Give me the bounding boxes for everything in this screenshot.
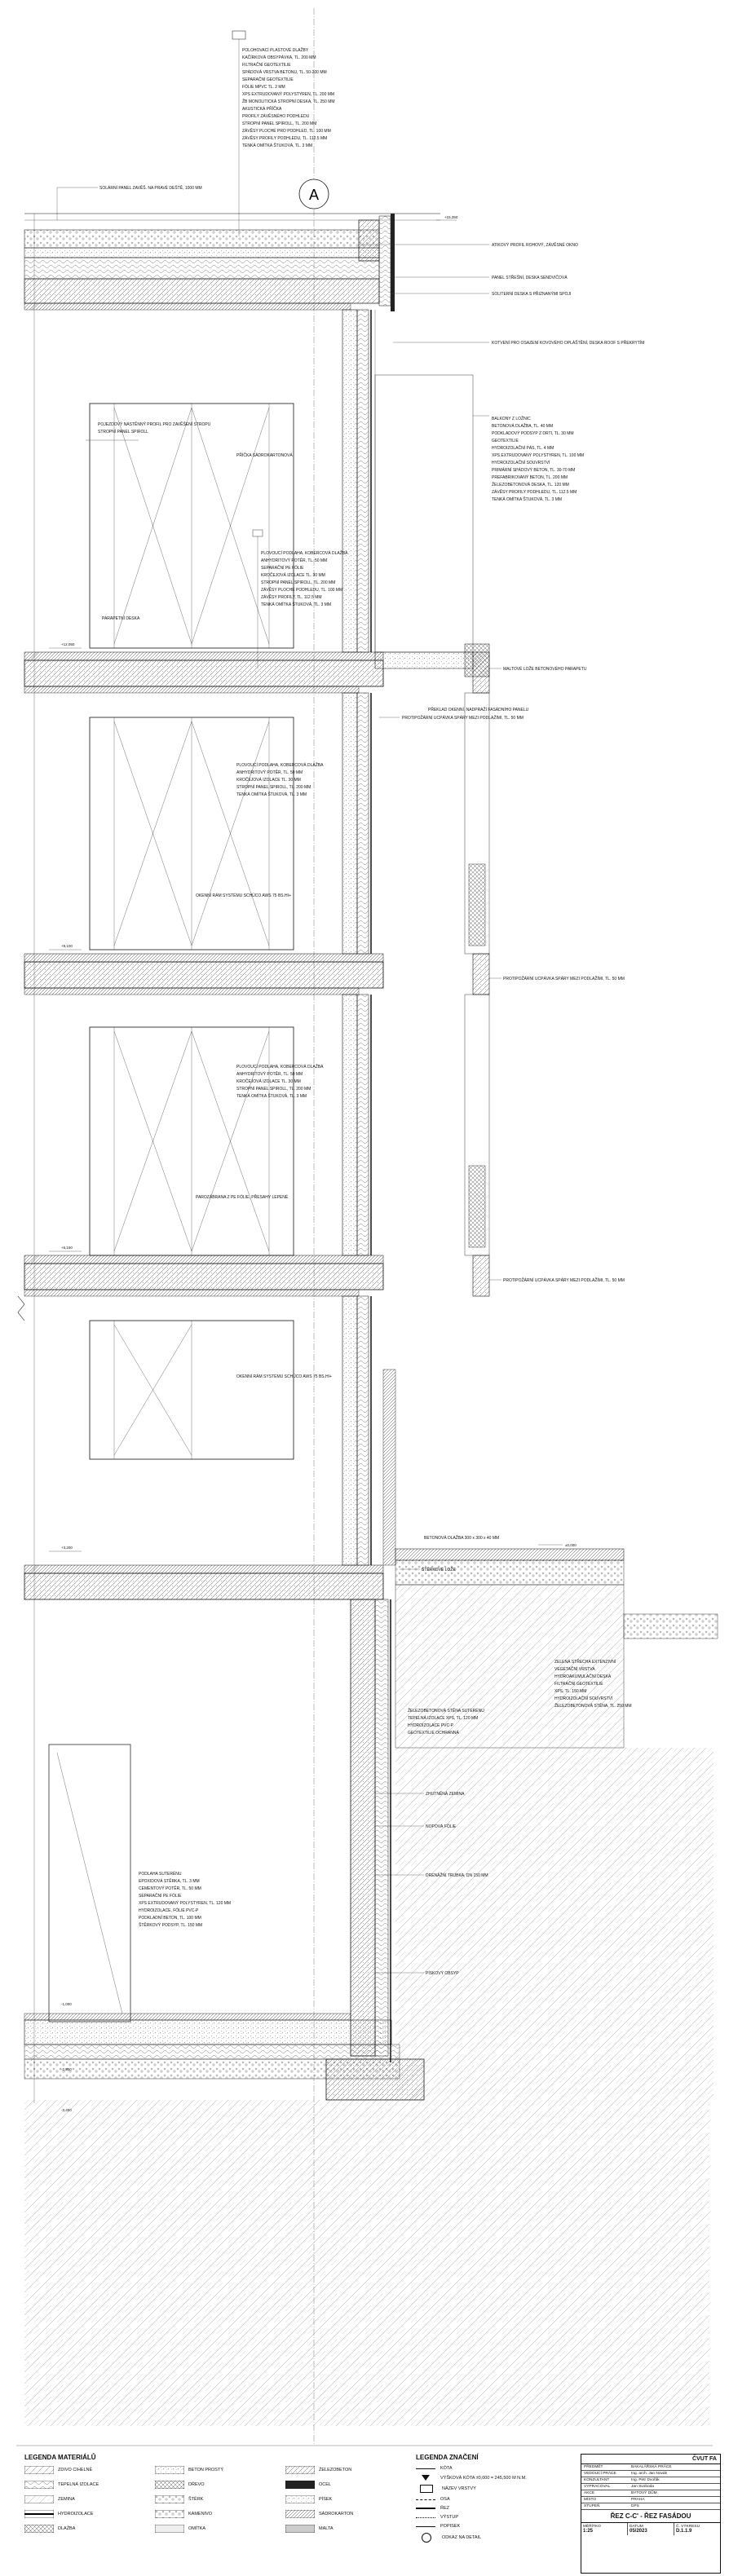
swatch-sand-icon [285,2495,315,2503]
right-comp-8: PREFABRIKOVANÝ BETON, TL. 200 MM [492,475,568,480]
legend-item [155,2525,277,2533]
facade-panel-text: SOLÁRNÍ PANEL ZAVĚŠ. NA PRAVÉ DEŠTĚ, 1000 MM [99,186,202,191]
symbol-label: ŘEZ [440,2506,449,2511]
legend-item [155,2466,277,2474]
right-comp-7: PRIMÁRNÍ SPÁDOVÝ BETON, TL. 30-70 MM [492,468,576,473]
tb-row [581,2471,720,2477]
layer-tag-icon [420,2485,433,2493]
top-comp-10: STROPNÍ PANEL SPIROLL, TL. 200 MM [242,121,317,126]
top-comp-9: PROFILY ZÁVĚSNÉHO PODHLEDU [242,114,310,119]
top-comp-3: SPÁDOVÁ VRSTVA BETONU, TL. 50-200 MM [242,70,327,75]
swatch-brick-icon [24,2466,54,2474]
right-comp-3: GEOTEXTILIE [492,439,519,443]
floor2-comp-0: PLOVOUCÍ PODLAHA, KOBERCOVÁ DLAŽBA [236,1065,324,1070]
base-comp-7: ŠTĚRKOVÝ PODSYP, TL. 150 MM [139,1923,203,1928]
legend-item [24,2495,147,2503]
right-comp-11: TENKÁ OMÍTKA ŠTUKOVÁ, TL. 3 MM [492,497,563,502]
ground-note-1: ŠTĚRKOVÉ LOŽE [422,1568,456,1573]
right-comp-1: BETONOVÁ DLAŽBA, TL. 40 MM [492,424,554,429]
swatch-rc-icon [285,2466,315,2474]
symbol-item [416,2466,571,2471]
slab-3 [24,1246,625,1296]
legend-label: OCEL [319,2482,331,2487]
right-ground-0: ZELENÁ STŘECHA EXTENZIVNÍ [554,1660,616,1665]
legend-item [155,2510,277,2518]
floor-comp-6: ZÁVĚSY PROFILY, TL. 112.5 MM [261,595,322,600]
tb-val: DPS [631,2504,639,2508]
right-ground-4: XPS, TL. 150 MM [554,1689,587,1694]
annot-5: OKENNÍ RÁM SYSTÉMU SCHÜCO AWS 75 BS.HI+ [196,893,291,898]
floor-1 [49,1296,395,1565]
legend-item [24,2525,147,2533]
tb-row [581,2477,720,2484]
tb-sheet-label: Č. VÝKRESU [676,2525,700,2529]
top-comp-7: ŽB MONOLITICKÁ STROPNÍ DESKA, TL. 250 MM [242,99,335,104]
top-comp-13: TENKÁ OMÍTKA ŠTUKOVÁ, TL. 3 MM [242,143,313,148]
tb-date-value: 05/2023 [630,2529,647,2534]
legend-item [285,2525,408,2533]
floor-comp-7: TENKÁ OMÍTKA ŠTUKOVÁ, TL. 3 MM [261,602,332,607]
symbol-item [416,2485,571,2493]
base-comp-5: HYDROIZOLACE, FÓLIE PVC-P [139,1908,199,1913]
top-comp-8: AKUSTICKÁ PŘÍČKA [242,107,282,112]
axis-a [299,8,329,2446]
roof-attic [24,214,458,311]
facade-panel-note [57,184,202,220]
ground-note-0: BETONOVÁ DLAŽBA 300 x 300 x 40 MM [424,1536,500,1541]
dimension-icon [416,2468,435,2469]
swatch-insulation-icon [24,2481,54,2489]
tb-key: KONZULTANT [584,2478,610,2482]
swatch-waterproof-icon [24,2510,54,2518]
tb-val: Ing. Petr Dvořák [631,2478,660,2482]
legend-label: DLAŽBA [58,2526,76,2531]
floor3-comp-7: TENKÁ OMÍTKA ŠTUKOVÁ, TL. 3 MM [236,792,307,797]
axis-line-icon [416,2499,435,2500]
wall-note-2: HYDROIZOLACE PVC-P [408,1723,454,1728]
symbol-label: OSA [440,2497,450,2502]
top-comp-6: XPS EXTRUDOVANÝ POLYSTYREN, TL. 200 MM [242,92,335,97]
base-comp-3: SEPARAČNÍ PE FÓLIE [139,1894,182,1899]
symbol-label: KÓTA [440,2466,453,2471]
top-comp-4: SEPARAČNÍ GEOTEXTILIE [242,77,294,82]
left-note-3: PŘÍČKA SÁDROKARTONOVÁ [236,453,293,458]
level-6: -2,800 [61,2067,72,2071]
top-comp-0: POLOHOVACÍ PLASTOVÉ DLAŽBY [242,48,309,53]
annot-7: OKENNÍ RÁM SYSTÉMU SCHÜCO AWS 75 BS.HI+ [236,1374,332,1379]
legend-label: BETON PROSTÝ [188,2468,223,2472]
tb-key: VEDOUCÍ PRÁCE [584,2472,616,2476]
tb-row [581,2484,720,2490]
wall-note-1: TEPELNÁ IZOLACE XPS, TL. 120 MM [408,1716,479,1721]
swatch-concrete-icon [155,2466,184,2474]
symbol-label: POPISEK [440,2524,461,2529]
annot-0: ATIKOVÝ PROFIL ROHOVÝ, ZÁVĚSNÉ OKNO [492,243,578,248]
annot-3: KOTVENÍ PRO OSAZENÍ KOVOVÉHO OPLÁŠTĚNÍ, DESKA ROOF S PŘEKRYTÍM [492,341,645,346]
right-ground-3: FILTRAČNÍ GEOTEXTILIE [554,1682,603,1687]
right-ground-2: HYDROAKUMULAČNÍ DESKA [554,1674,612,1679]
legend-item [285,2495,408,2503]
tb-key: AKCE [584,2491,595,2495]
base-comp-2: CEMENTOVÝ POTĚR, TL. 50 MM [139,1886,201,1891]
tb-sheet-cell [674,2523,720,2535]
tb-key: VYPRACOVAL [584,2485,611,2489]
level-3: +3,200 [61,1546,73,1550]
legend-symbols-title: LEGENDA ZNAČENÍ [416,2454,479,2461]
fire-note-1: PROTIPOŽÁRNÍ UCPÁVKA SPÁRY MEZI PODLAŽÍMI, TL. 50 MM [503,977,625,981]
floor2-comp-4: STROPNÍ PANEL SPIROLL, TL. 200 MM [236,1087,311,1092]
legend-label: SÁDROKARTON [319,2512,354,2516]
symbol-item [416,2515,571,2520]
right-comp-9: ŽELEZOBETONOVÁ DESKA, TL. 120 MM [492,483,569,487]
output-icon [416,2517,435,2518]
legend-label: ŠTĚRK [188,2497,204,2502]
symbol-label: VÝŠKOVÁ KÓTA ±0,000 = 245,500 M N.M. [440,2475,527,2481]
symbol-item [416,2524,571,2529]
right-comp-10: ZÁVĚSY PROFILY PODHLEDU, TL. 112.5 MM [492,490,577,495]
floor3-comp-0: PLOVOUCÍ PODLAHA, KOBERCOVÁ DLAŽBA [236,763,324,768]
tb-scale-value: 1:25 [583,2529,594,2534]
floor-composition [253,530,348,668]
tb-date-cell [628,2523,674,2535]
base-comp-4: XPS EXTRUDOVANÝ POLYSTYREN, TL. 120 MM [139,1901,232,1906]
top-comp-12: ZÁVĚSY PROFILY PODHLEDU, TL. 112.5 MM [242,136,328,141]
level-2: +6,150 [61,1246,73,1250]
legend-label: ŽELEZOBETON [319,2468,352,2472]
tb-row [581,2503,720,2510]
floor2-comp-7: TENKÁ OMÍTKA ŠTUKOVÁ, TL. 3 MM [236,1094,307,1099]
legend-label: TEPELNÁ IZOLACE [58,2482,99,2487]
legend-label: OMÍTKA [188,2526,206,2531]
dim-top: +15,350 [444,215,458,219]
tb-val: PRAHA [631,2498,645,2502]
fire-note-0: PROTIPOŽÁRNÍ UCPÁVKA SPÁRY MEZI PODLAŽÍMI, TL. 50 MM [402,716,524,721]
balcony-composition [473,415,584,502]
swatch-paving-icon [24,2525,54,2533]
swatch-mortar-icon [285,2525,315,2533]
tb-val: Jan Svoboda [631,2485,655,2489]
right-ground-6: ŽELEZOBETONOVÁ STĚNA, TL. 250 MM [554,1704,632,1709]
left-note-1: STROPNÍ PANEL SPIROLL [98,430,148,434]
slab-2 [24,944,625,995]
swatch-plaster-icon [155,2525,184,2533]
tb-val: Ing. arch. Jan Novák [631,2472,667,2476]
leader-icon [416,2526,435,2527]
symbol-label: ODKAZ NA DETAIL [442,2535,482,2540]
floor-2 [90,995,489,1255]
floor-comp-5: ZÁVĚSY PLOCHÉ PODHLEDU, TL. 100 MM [261,588,343,593]
swatch-plasterboard-icon [285,2510,315,2518]
annot-1: PANEL STŘEŠNÍ, DESKA SENDVIČOVÁ [492,276,568,280]
dimension-chain [18,214,38,2103]
top-comp-5: FÓLIE MPVC TL. 2 MM [242,85,285,90]
level-marker-icon [422,2475,430,2481]
tb-val: BAKALÁŘSKÁ PRÁCE [631,2465,672,2469]
symbol-item [416,2475,571,2481]
wall-note-0: ŽELEZOBETONOVÁ STĚNA SUTERÉNU [408,1709,484,1714]
right-comp-4: HYDROIZOLAČNÍ PÁS, TL. 4 MM [492,446,554,451]
tb-scale-cell [581,2523,628,2535]
tb-row [581,2464,720,2471]
symbol-item [416,2506,571,2511]
left-note-0: POJEZDOVÝ NÁSTĚNNÝ PROFIL PRO ZAVĚŠENÍ STROPU [98,422,211,427]
level-0: +12,050 [61,642,75,646]
symbol-item [416,2533,571,2543]
floor-comp-1: ANHYDRITOVÝ POTĚR, TL. 50 MM [261,558,328,563]
level-4: ±0,000 [565,1543,577,1547]
tb-scale-label: MĚŘÍTKO [583,2525,601,2529]
annot-8: MALTOVÉ LOŽE BETONOVÉHO PARAPETU [503,667,587,672]
legend-label: ZDIVO CIHELNÉ [58,2468,93,2472]
floor-comp-3: KROČEJOVÁ IZOLACE TL. 30 MM [261,573,325,578]
right-comp-6: HYDROIZOLAČNÍ SOUVRSTVÍ [492,461,550,465]
right-comp-0: BALKONY Z LOŽNIC [492,417,531,421]
annot-2: SOLITERNÍ DESKA S PŘIZNANÝMI SPOJI [492,292,572,297]
level-1: +9,100 [61,944,73,948]
level-5: -1,000 [61,2002,72,2006]
top-comp-11: ZÁVĚSY PLOCHÉ PRO PODHLED, TL. 100 MM [242,129,331,134]
attic-annotations [359,241,644,346]
floor-comp-4: STROPNÍ PANEL SPIROLL, TL. 200 MM [261,580,336,585]
title-block-rows [581,2464,720,2510]
right-comp-2: PODKLADOVÝ PODSYP Z DRTI, TL. 30 MM [492,431,574,436]
base-comp-6: PODKLADNÍ BETON, TL. 100 MM [139,1916,201,1921]
floor2-comp-1: ANHYDRITOVÝ POTĚR, TL. 50 MM [236,1072,303,1077]
left-note-2: PARAPETNÍ DESKA [102,616,140,621]
legend-label: KAMENIVO [188,2512,213,2516]
detail-ref-icon [422,2533,431,2543]
legend-label: PÍSEK [319,2497,333,2502]
legend-label: MALTA [319,2526,334,2531]
legend-label: ZEMINA [58,2497,75,2502]
tb-sheet-value: D.1.1.9 [676,2529,692,2534]
top-comp-1: KAČÍRKOVÁ OBSYPÁVKA, TL. 200 MM [242,55,316,60]
symbol-item [416,2497,571,2502]
floor2-comp-3: KROČEJOVÁ IZOLACE TL. 30 MM [236,1079,301,1084]
floor-comp-0: PLOVOUCÍ PODLAHA, KOBERCOVÁ DLAŽBA [261,551,348,556]
legend-materials-title: LEGENDA MATERIÁLŮ [24,2454,96,2461]
top-comp-2: FILTRAČNÍ GEOTEXTILIE [242,63,291,68]
legend-item [24,2481,147,2489]
tb-row [581,2497,720,2503]
floor3-comp-1: ANHYDRITOVÝ POTĚR, TL. 50 MM [236,770,303,775]
floor-4 [90,310,489,677]
annot-6: PAROZÁBRANA Z PE FÓLIE, PŘESAHY LEPENÉ [196,1195,289,1200]
swatch-soil-icon [24,2495,54,2503]
floor3-comp-4: STROPNÍ PANEL SPIROLL, TL. 200 MM [236,785,311,790]
swatch-aggregate-icon [155,2510,184,2518]
swatch-steel-icon [285,2481,315,2489]
symbol-label: VÝSTUP [440,2515,459,2520]
legend-symbols [416,2454,571,2568]
base-comp-0: PODLAHA SUTERÉNU [139,1872,182,1877]
tb-date-label: DATUM [630,2525,643,2529]
base-comp-1: EPOXIDOVÁ STĚRKA, TL. 3 MM [139,1879,200,1884]
legend-item [155,2495,277,2503]
tb-key: STUPEŇ [584,2504,600,2508]
sheet-title: ŘEZ C-C' - ŘEZ FASÁDOU [581,2510,720,2523]
title-block [581,2454,721,2574]
tb-row [581,2490,720,2497]
right-ground-5: HYDROIZOLAČNÍ SOUVRSTVÍ [554,1696,613,1701]
school-logo: ČVUT FA [692,2456,717,2462]
legend-item [285,2481,408,2489]
floor-3 [90,693,529,954]
axis-a-label: A [308,187,320,203]
legend-label: DŘEVO [188,2482,205,2487]
wall-note-3: GEOTEXTILIE OCHRANNÁ [408,1731,459,1736]
symbol-label: NÁZEV VRSTVY [442,2486,476,2491]
annot-4: PŘEKLAD OKENNÍ, NADPRAŽÍ FASÁDNÍHO PANELU [428,708,529,712]
tb-val: BYTOVÝ DŮM [631,2491,657,2495]
swatch-gravel-icon [155,2495,184,2503]
fire-note-2: PROTIPOŽÁRNÍ UCPÁVKA SPÁRY MEZI PODLAŽÍMI, TL. 50 MM [503,1278,625,1283]
section-icon [416,2508,435,2509]
legend-label: HYDROIZOLACE [58,2512,94,2516]
legend-materials [24,2454,408,2568]
legend-item [285,2466,408,2474]
right-ground-1: VEGETAČNÍ VRSTVA [554,1667,595,1672]
floor-comp-2: SEPARAČNÍ PE FÓLIE [261,566,304,571]
right-comp-5: XPS EXTRUDOVANÝ POLYSTYREN, TL. 100 MM [492,453,585,458]
floor3-comp-3: KROČEJOVÁ IZOLACE TL. 30 MM [236,778,301,783]
legend-item [24,2510,147,2518]
swatch-wood-icon [155,2481,184,2489]
legend-item [155,2481,277,2489]
tb-key: MÍSTO [584,2498,597,2502]
tb-key: PŘEDMĚT [584,2465,603,2469]
legend-item [24,2466,147,2474]
legend-item [285,2510,408,2518]
